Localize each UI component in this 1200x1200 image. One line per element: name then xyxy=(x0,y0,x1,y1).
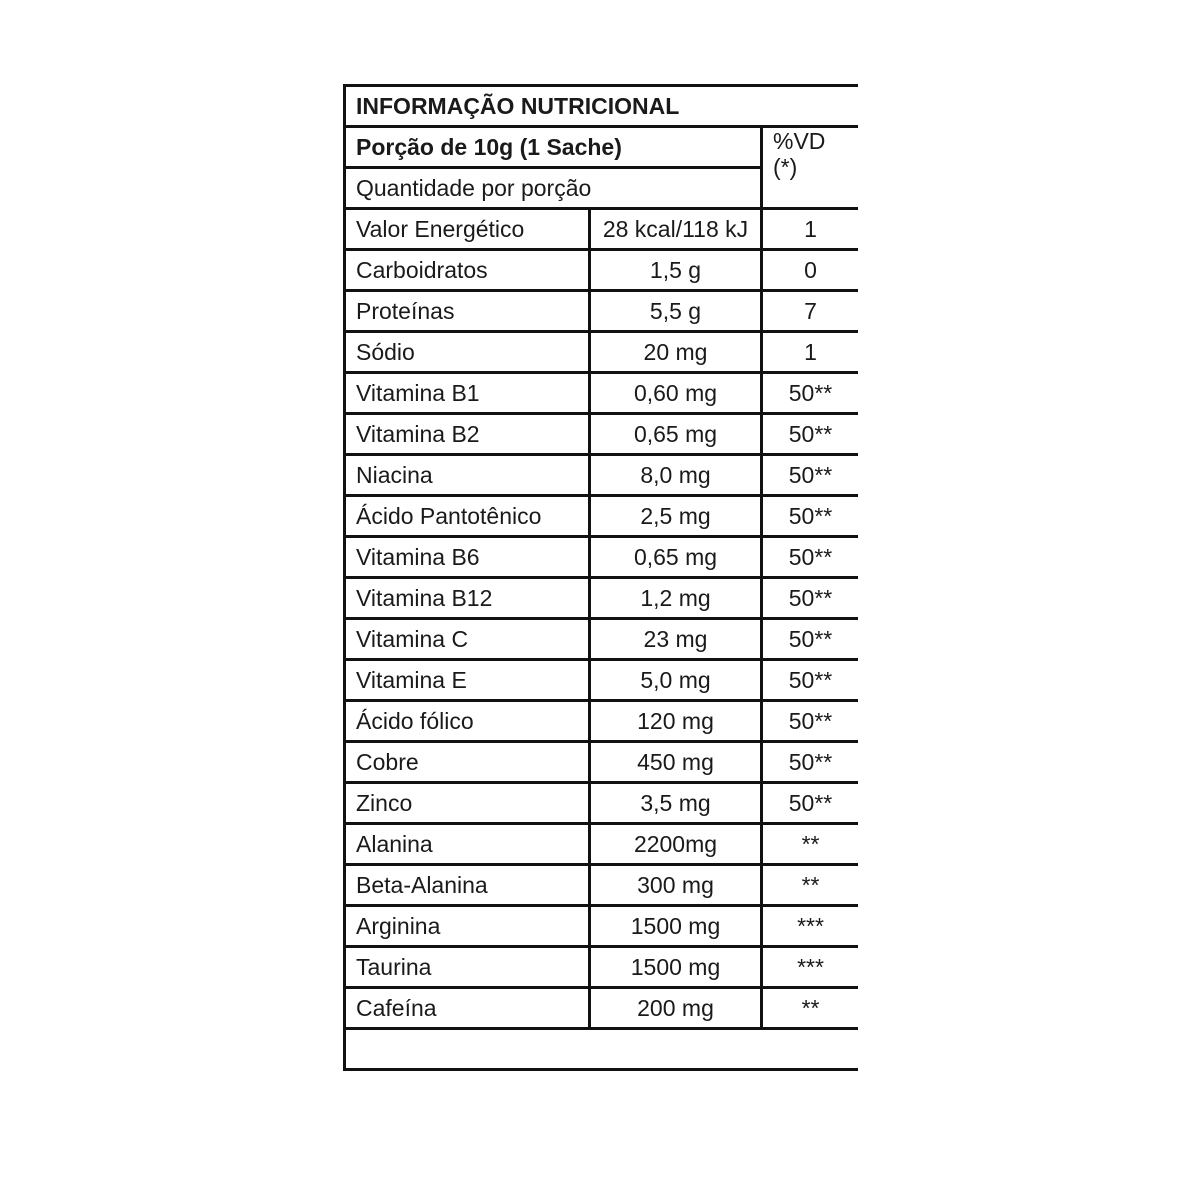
table-row xyxy=(345,824,859,865)
footnote-row-clipped xyxy=(345,1029,859,1070)
nutrient-vd: 7 xyxy=(762,291,859,332)
nutrient-quantity: 2200mg xyxy=(590,824,762,865)
quantity-label: Quantidade por porção xyxy=(345,168,762,209)
table-row xyxy=(345,947,859,988)
nutrient-quantity: 8,0 mg xyxy=(590,455,762,496)
nutrient-vd: ** xyxy=(762,988,859,1029)
nutrient-quantity: 1,5 g xyxy=(590,250,762,291)
portion-row xyxy=(345,127,859,168)
nutrient-vd: 50** xyxy=(762,783,859,824)
nutrient-name: Cobre xyxy=(345,742,590,783)
nutrient-quantity: 2,5 mg xyxy=(590,496,762,537)
nutrient-vd: 50** xyxy=(762,578,859,619)
nutrient-vd: 0 xyxy=(762,250,859,291)
nutrient-quantity: 20 mg xyxy=(590,332,762,373)
nutrient-name: Vitamina B6 xyxy=(345,537,590,578)
nutrient-quantity: 5,5 g xyxy=(590,291,762,332)
nutrient-name: Zinco xyxy=(345,783,590,824)
nutrient-vd: 50** xyxy=(762,742,859,783)
vd-header-note: (*) xyxy=(773,154,798,180)
table-row xyxy=(345,209,859,250)
table-row xyxy=(345,496,859,537)
table-row xyxy=(345,988,859,1029)
nutrient-name: Proteínas xyxy=(345,291,590,332)
table-row xyxy=(345,537,859,578)
nutrient-vd: 1 xyxy=(762,332,859,373)
nutrient-quantity: 300 mg xyxy=(590,865,762,906)
nutrient-quantity: 0,65 mg xyxy=(590,414,762,455)
nutrition-facts-label xyxy=(343,84,858,1116)
nutrient-name: Sódio xyxy=(345,332,590,373)
nutrient-name: Vitamina C xyxy=(345,619,590,660)
table-row xyxy=(345,578,859,619)
nutrient-quantity: 23 mg xyxy=(590,619,762,660)
table-row xyxy=(345,783,859,824)
table-row xyxy=(345,619,859,660)
nutrient-quantity: 1500 mg xyxy=(590,947,762,988)
nutrient-name: Vitamina B1 xyxy=(345,373,590,414)
nutrient-quantity: 28 kcal/118 kJ xyxy=(590,209,762,250)
nutrient-name: Niacina xyxy=(345,455,590,496)
nutrient-vd: 50** xyxy=(762,701,859,742)
footnote-cell xyxy=(345,1029,859,1070)
nutrient-name: Taurina xyxy=(345,947,590,988)
nutrient-quantity: 1,2 mg xyxy=(590,578,762,619)
title-row xyxy=(345,86,859,127)
nutrient-vd: 50** xyxy=(762,660,859,701)
table-row xyxy=(345,250,859,291)
nutrient-name: Arginina xyxy=(345,906,590,947)
nutrient-quantity: 450 mg xyxy=(590,742,762,783)
nutrient-name: Carboidratos xyxy=(345,250,590,291)
nutrient-name: Vitamina E xyxy=(345,660,590,701)
nutrient-quantity: 1500 mg xyxy=(590,906,762,947)
table-row xyxy=(345,701,859,742)
table-row xyxy=(345,455,859,496)
nutrient-vd: 1 xyxy=(762,209,859,250)
nutrient-name: Ácido Pantotênico xyxy=(345,496,590,537)
nutrient-quantity: 5,0 mg xyxy=(590,660,762,701)
portion-size: Porção de 10g (1 Sache) xyxy=(345,127,762,168)
nutrient-name: Vitamina B2 xyxy=(345,414,590,455)
nutrient-vd: ** xyxy=(762,824,859,865)
nutrient-vd: 50** xyxy=(762,373,859,414)
nutrient-name: Vitamina B12 xyxy=(345,578,590,619)
nutrient-name: Cafeína xyxy=(345,988,590,1029)
nutrient-vd: 50** xyxy=(762,496,859,537)
nutrient-vd: 50** xyxy=(762,619,859,660)
nutrient-quantity: 0,60 mg xyxy=(590,373,762,414)
nutrient-quantity: 0,65 mg xyxy=(590,537,762,578)
nutrient-quantity: 120 mg xyxy=(590,701,762,742)
nutrient-name: Ácido fólico xyxy=(345,701,590,742)
nutrient-quantity: 3,5 mg xyxy=(590,783,762,824)
nutrient-quantity: 200 mg xyxy=(590,988,762,1029)
nutrient-vd: 50** xyxy=(762,414,859,455)
nutrient-name: Alanina xyxy=(345,824,590,865)
table-row xyxy=(345,906,859,947)
nutrient-vd: *** xyxy=(762,947,859,988)
nutrient-name: Beta-Alanina xyxy=(345,865,590,906)
table-row xyxy=(345,742,859,783)
table-row xyxy=(345,660,859,701)
table-row xyxy=(345,332,859,373)
nutrition-table xyxy=(343,84,858,1071)
nutrient-vd: ** xyxy=(762,865,859,906)
table-row xyxy=(345,373,859,414)
nutrient-name: Valor Energético xyxy=(345,209,590,250)
vd-header-label: %VD xyxy=(773,128,826,154)
table-row xyxy=(345,865,859,906)
table-row xyxy=(345,414,859,455)
vd-header xyxy=(762,127,859,209)
nutrient-vd: *** xyxy=(762,906,859,947)
table-row xyxy=(345,291,859,332)
nutrient-vd: 50** xyxy=(762,455,859,496)
nutrient-vd: 50** xyxy=(762,537,859,578)
table-title: INFORMAÇÃO NUTRICIONAL xyxy=(345,86,859,127)
